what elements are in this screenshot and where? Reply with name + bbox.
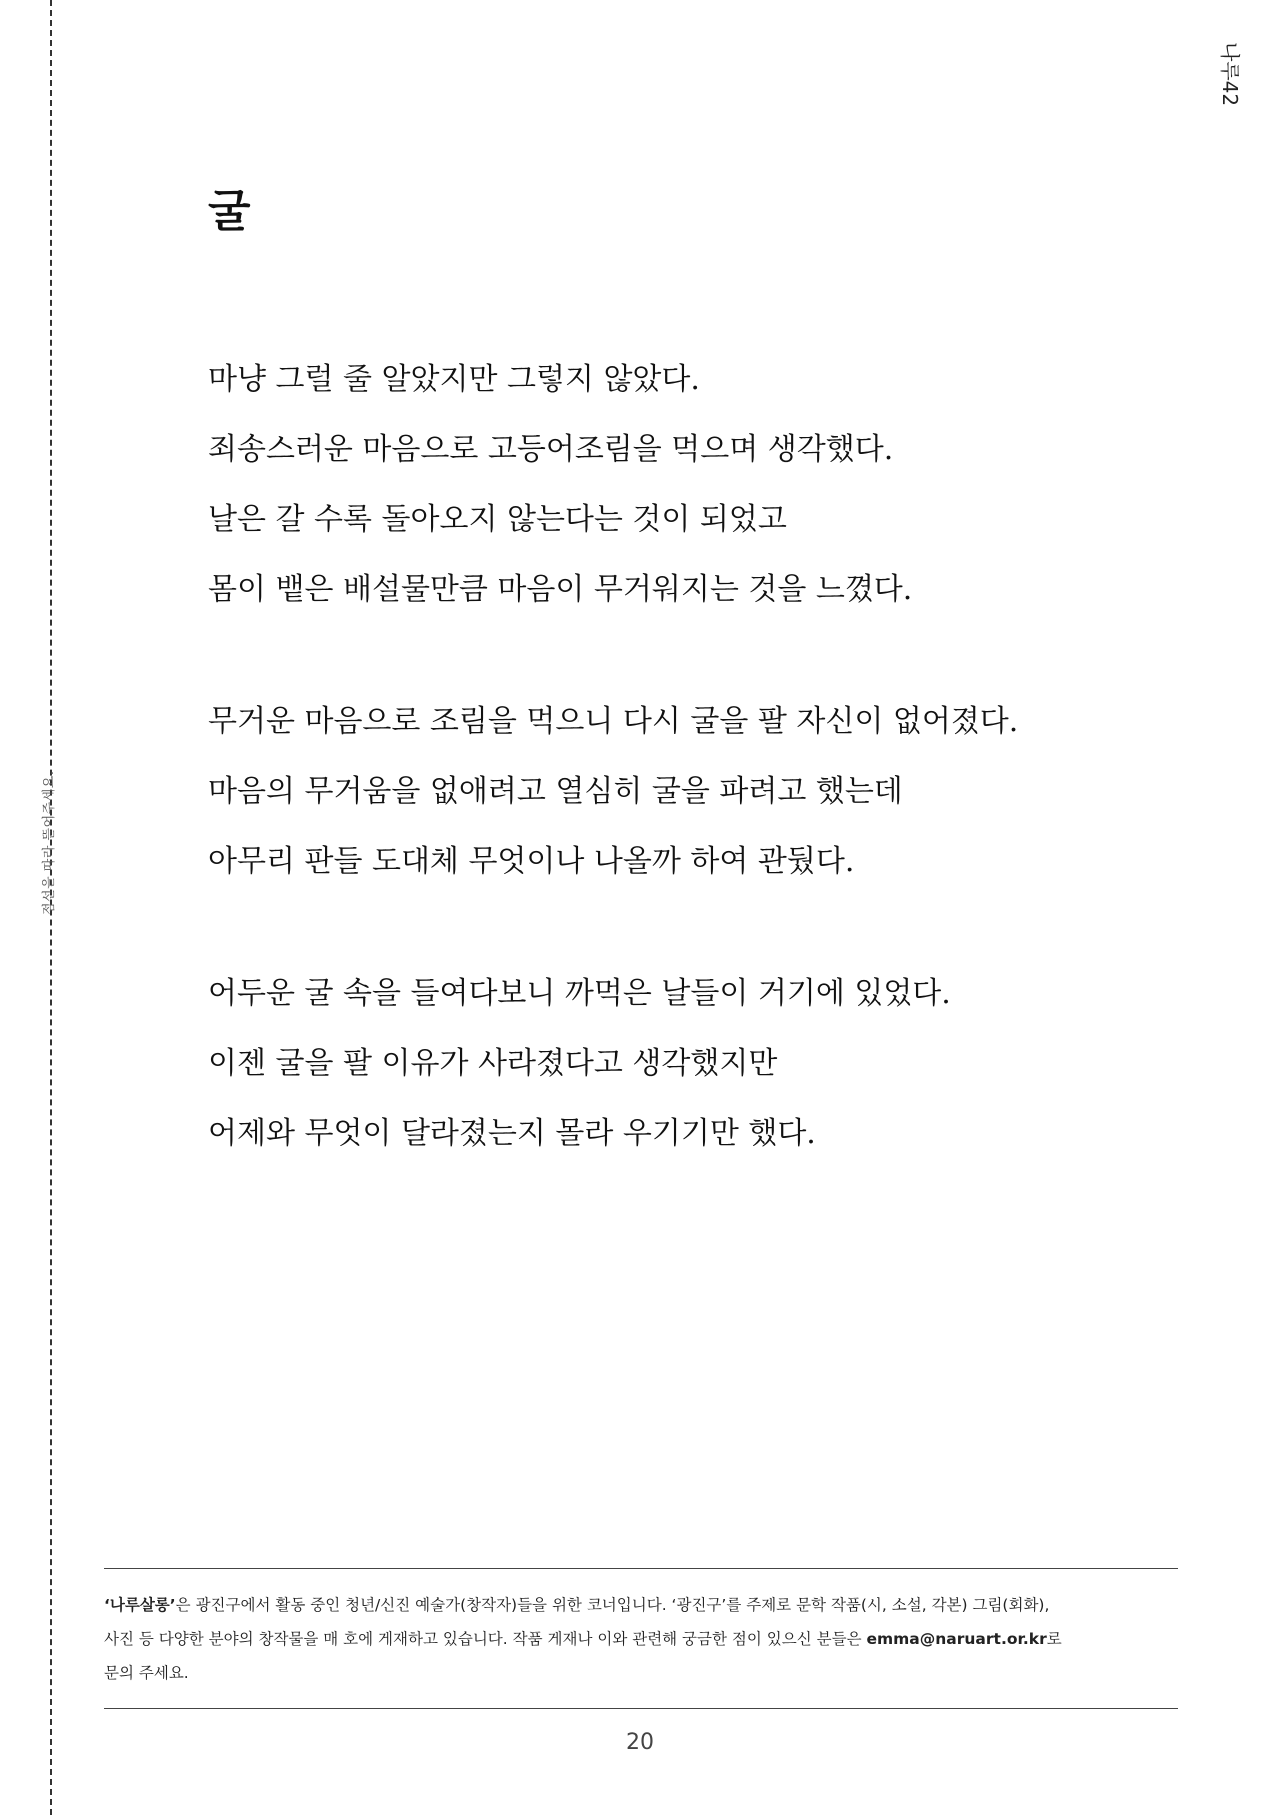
stanza-2 xyxy=(208,687,1168,897)
poem-line: 어제와 무엇이 달라졌는지 몰라 우기기만 했다. xyxy=(208,1116,816,1151)
poem-body xyxy=(208,345,1168,1231)
footer-note-line-1 xyxy=(104,1588,1178,1622)
poem-line: 아무리 판들 도대체 무엇이나 나올까 하여 관뒀다. xyxy=(208,844,855,879)
page-number: 20 xyxy=(626,1730,654,1755)
footer-bottom-divider xyxy=(104,1708,1178,1709)
footer-note-text: 은 광진구에서 활동 중인 청년/신진 예술가(창작자)들을 위한 코너입니다. ‘광진구’를 주제로 문학 작품(시, 소설, 각본) 그림(회화), xyxy=(175,1596,1050,1614)
poem-line: 날은 갈 수록 돌아오지 않는다는 것이 되었고 xyxy=(208,502,787,537)
stanza-3 xyxy=(208,959,1168,1169)
footer-note-text: 사진 등 다양한 분야의 창작물을 매 호에 게재하고 있습니다. 작품 게재나 이와 관련해 궁금한 점이 있으신 분들은 xyxy=(104,1630,867,1648)
footer-note-line-2 xyxy=(104,1622,1178,1656)
footer-top-divider xyxy=(104,1568,1178,1569)
tear-instruction: 점선을 따라 뜯어주세요. xyxy=(42,770,57,915)
poem-line: 몸이 뱉은 배설물만큼 마음이 무거워지는 것을 느꼈다. xyxy=(208,572,913,607)
contact-email-link[interactable]: emma@naruart.or.kr xyxy=(866,1630,1047,1648)
poem-line: 마냥 그럴 줄 알았지만 그렇지 않았다. xyxy=(208,362,700,397)
stanza-1 xyxy=(208,345,1168,625)
poem-line: 어두운 굴 속을 들여다보니 까먹은 날들이 거기에 있었다. xyxy=(208,976,951,1011)
poem-title: 굴 xyxy=(208,186,251,237)
poem-line: 이젠 굴을 팔 이유가 사라졌다고 생각했지만 xyxy=(208,1046,778,1081)
footer-note xyxy=(104,1588,1178,1690)
poem-line: 죄송스러운 마음으로 고등어조림을 먹으며 생각했다. xyxy=(208,432,894,467)
corner-name: ‘나루살롱’ xyxy=(104,1596,176,1614)
issue-label: 나루42 xyxy=(1218,42,1242,107)
poem-line: 마음의 무거움을 없애려고 열심히 굴을 파려고 했는데 xyxy=(208,774,903,809)
poem-line: 무거운 마음으로 조림을 먹으니 다시 굴을 팔 자신이 없어졌다. xyxy=(208,704,1019,739)
footer-note-line-3: 문의 주세요. xyxy=(104,1664,189,1682)
footer-note-text: 로 xyxy=(1046,1630,1062,1648)
